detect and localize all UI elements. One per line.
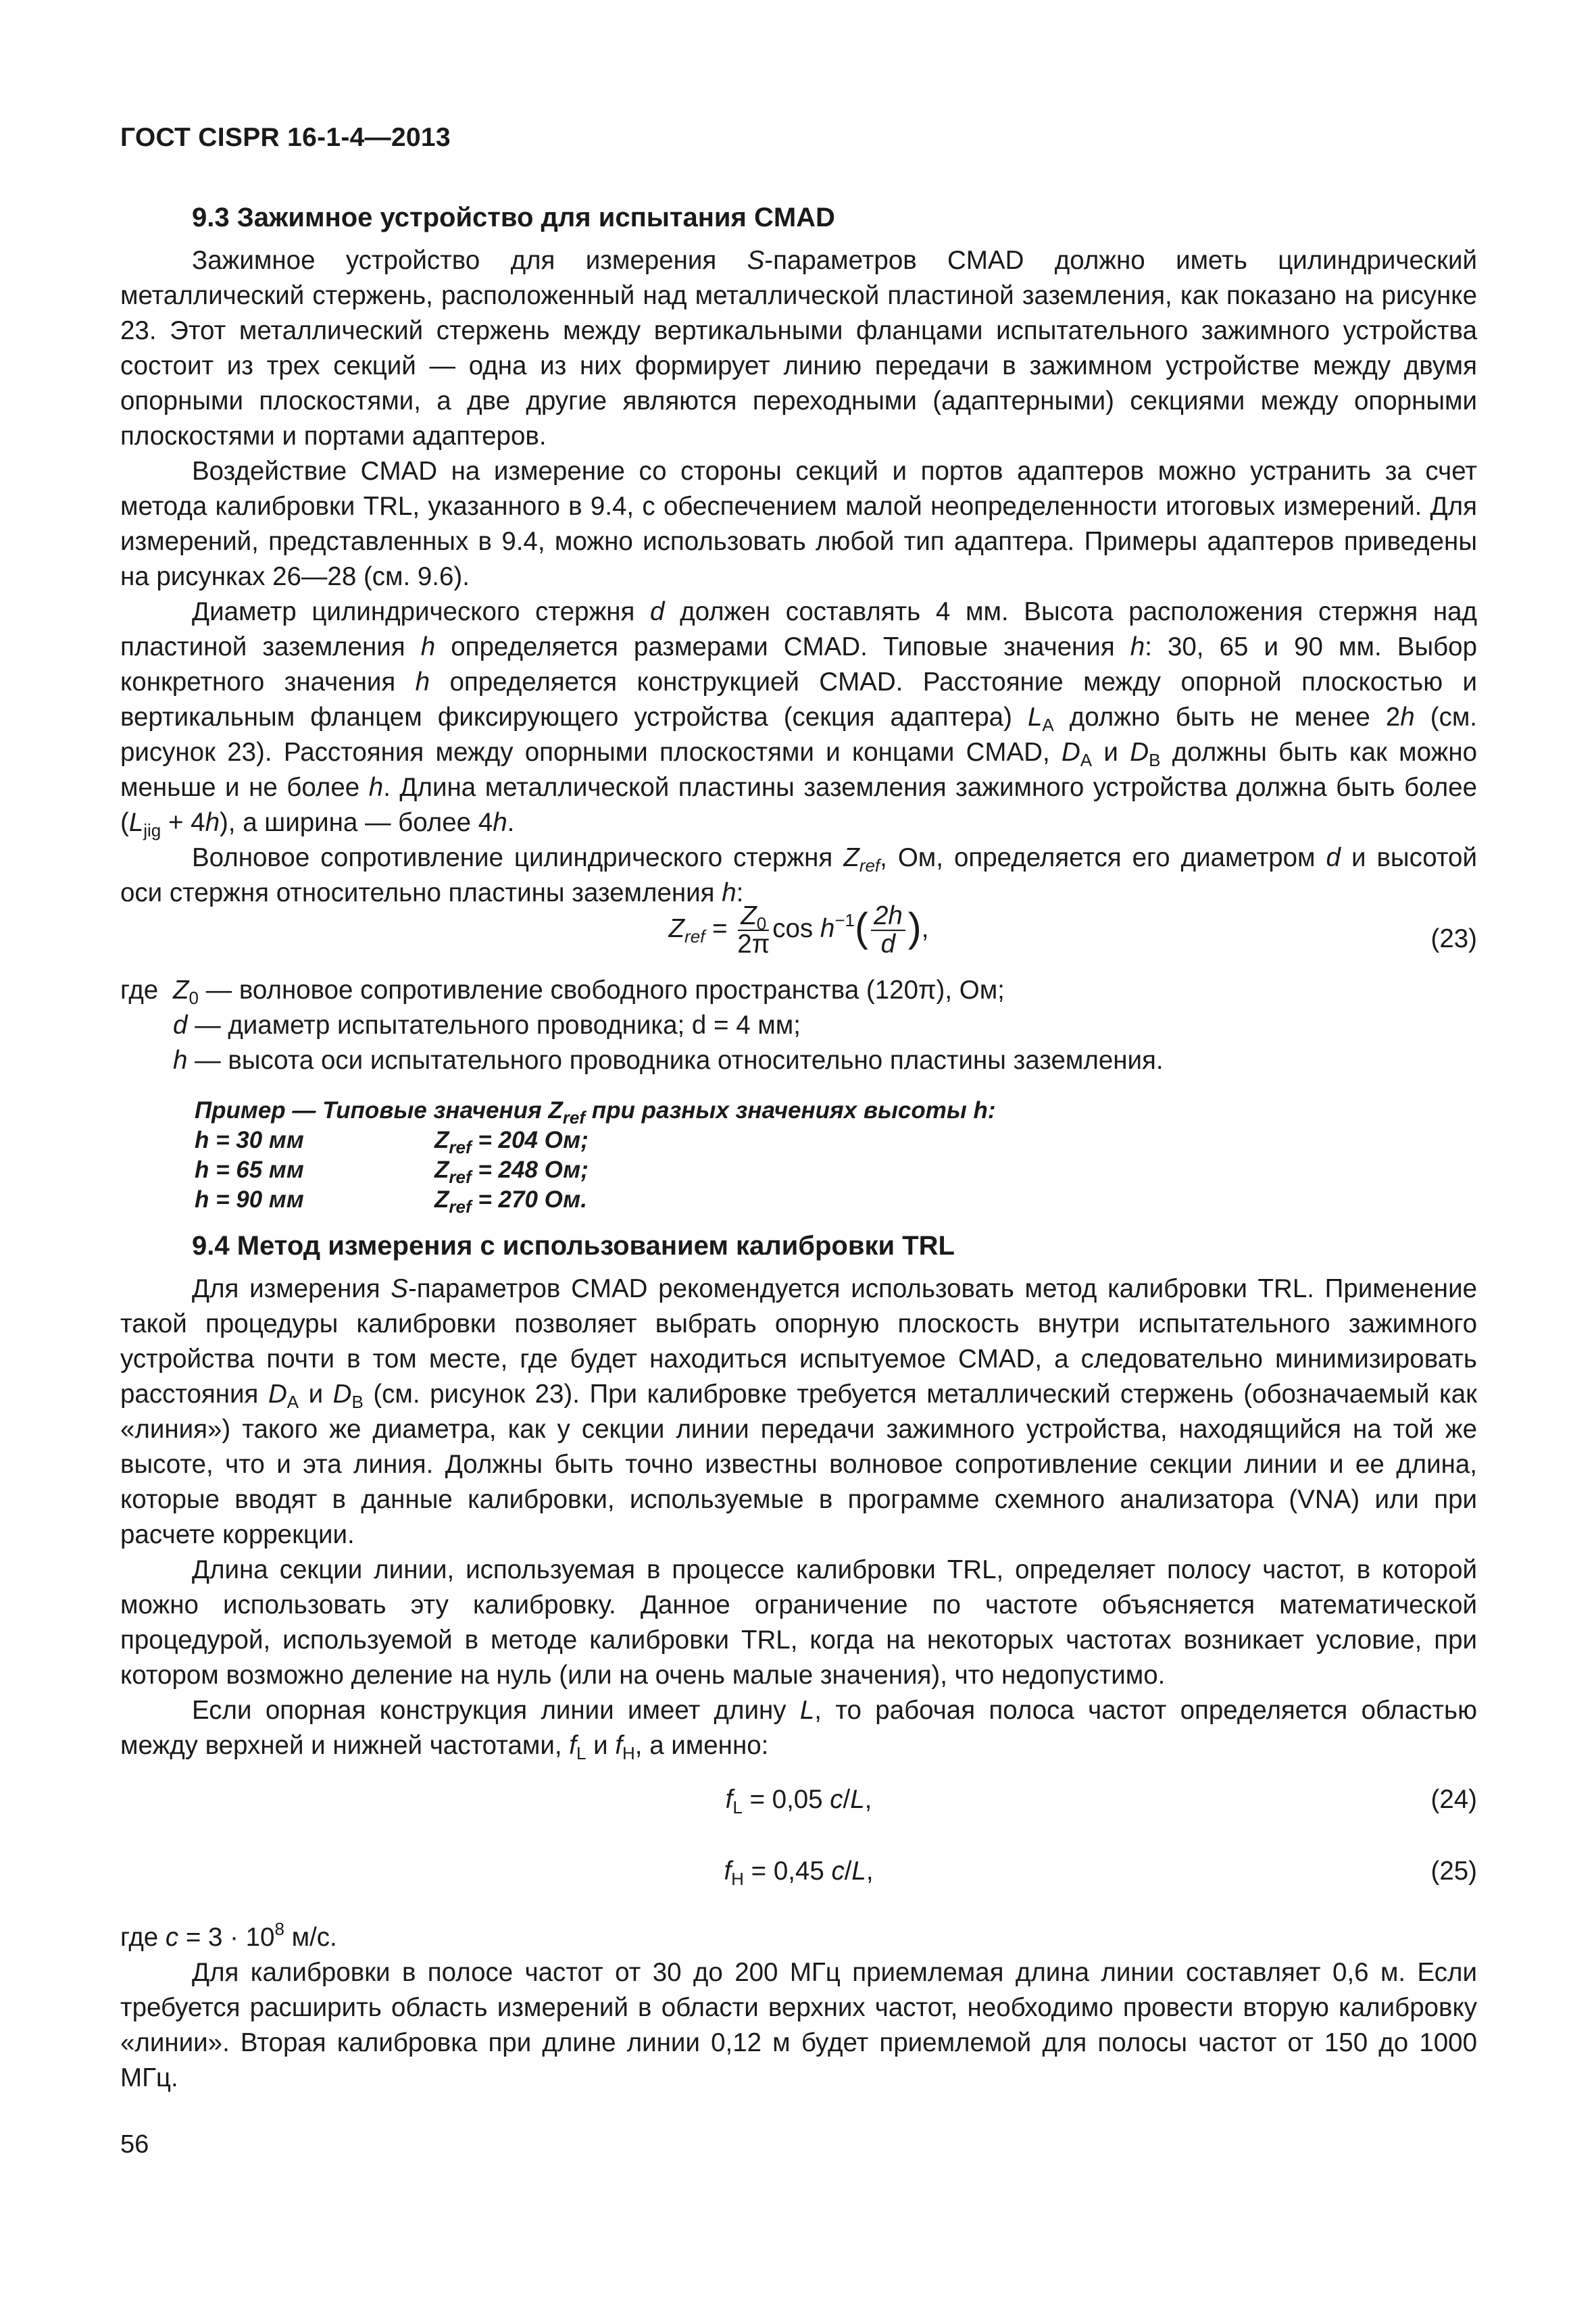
paragraph-calibration-band: Для калибровки в полосе частот от 30 до 200 МГц приемлемая длина линии составляет 0,6 м. Если требуется расширить область измерений в области верхних частот, необходимо провести вторую калибровку «линии». Вторая калибровка при длине линии 0,12 м будет приемлемой для полосы частот от 150 до 1000 МГц. — [120, 1958, 1477, 2092]
formula-24: $f_L = 0,05$ c/L, (24) — [120, 1782, 1477, 1823]
fraction-2h-d: $\frac{2h}{d}$ — [871, 903, 905, 958]
definition-c: где $c = 3 \cdot 10^8$ м/с. — [120, 1919, 337, 1952]
definition-d: d — диаметр испытательного проводника; d = 4 мм; — [173, 1011, 801, 1040]
example-row: h = 30 мм $Z_{ref} = 204$ Ом; — [195, 1127, 589, 1157]
paragraph-frequency-band: Если опорная конструкция линии имеет длину L, то рабочая полоса частот определяется областью между верхней и нижней частотами, $f_L$ и $f_H$, а именно: — [120, 1696, 1477, 1763]
equation-number-25: (25) — [1430, 1857, 1477, 1886]
example-typical-values — [195, 1096, 1478, 1215]
definition-z0: где $Z_0$ — волновое сопротивление свободного пространства (120π), Ом; — [120, 976, 1005, 1008]
example-row: h = 65 мм $Z_{ref} = 248$ Ом; — [195, 1157, 589, 1187]
formula-25: $f_H = 0,45$ c/L, (25) — [120, 1854, 1477, 1894]
section-9-4-body — [120, 1272, 1477, 1763]
section-heading-9-4: 9.4 Метод измерения с использованием калибровки TRL — [192, 1231, 955, 1261]
formula-23: $Z_{ref}$ = $\frac{Z_0}{2\pi}$ $\cos h^{-1}$( $\frac{2h}{d}$ ), (23) — [668, 901, 1477, 959]
example-row: h = 90 мм $Z_{ref} = 270$ Ом. — [195, 1186, 587, 1217]
paragraph-clamp-description: Зажимное устройство для измерения S-параметров CMAD должно иметь цилиндрический металлический стержень, расположенный над металлической пластиной заземления, как показано на рисунке 23. Этот металлический стержень между вертикальными фланцами испытательного зажимного устройства состоит из трех секций — одна из них формирует линию передачи в зажимном устройстве между двумя опорными плоскостями, а две другие являются переходными (адаптерными) секциями между опорными плоскостями и портами адаптеров. — [120, 246, 1477, 451]
document-code-header: ГОСТ CISPR 16-1-4—2013 — [120, 123, 451, 152]
paragraph-cmad-influence: Воздействие CMAD на измерение со стороны секций и портов адаптеров можно устранить за счет метода калибровки TRL, указанного в 9.4, с обеспечением малой неопределенности итоговых измерений. Для измерений, представленных в 9.4, можно использовать любой тип адаптера. Примеры адаптеров приведены на рисунках 26—28 (см. 9.6). — [120, 457, 1477, 591]
paragraph-line-length: Длина секции линии, используемая в процессе калибровки TRL, определяет полосу частот, в которой можно использовать эту калибровку. Данное ограничение по частоте объясняется математической процедурой, используемой в методе калибровки TRL, когда на некоторых частотах возникает условие, при котором возможно деление на нуль (или на очень малые значения), что недопустимо. — [120, 1555, 1477, 1690]
definition-h: h — высота оси испытательного проводника относительно пластины заземления. — [173, 1046, 1164, 1075]
paragraph-trl-method: Для измерения S-параметров CMAD рекомендуется использовать метод калибровки TRL. Применение такой процедуры калибровки позволяет выбрать опорную плоскость внутри испытательного зажимного устройства почти в том месте, где будет находиться испытуемое CMAD, а следовательно минимизировать расстояния $D_A$ и $D_B$ (см. рисунок 23). При калибровке требуется металлический стержень (обозначаемый как «линия») такого же диаметра, как у секции линии передачи зажимного устройства, находящийся на той же высоте, что и эта линия. Должны быть точно известны волновое сопротивление секции линии и ее длина, которые вводят в данные калибровки, используемые в программе схемного анализатора (VNA) или при расчете коррекции. — [120, 1274, 1477, 1549]
example-title: Пример — Типовые значения $Z_{ref}$ при разных значениях высоты h: — [195, 1097, 996, 1128]
equation-number-24: (24) — [1430, 1785, 1477, 1814]
equation-number-23: (23) — [1430, 924, 1477, 953]
section-9-3-body — [120, 243, 1477, 911]
paragraph-wave-impedance: Волновое сопротивление цилиндрического стержня $Z_{ref}$, Ом, определяется его диаметром d и высотой оси стержня относительно пластины заземления h: — [120, 843, 1477, 907]
section-9-4-tail — [120, 1920, 1477, 2096]
fraction-z0-2pi: $\frac{Z_0}{2\pi}$ — [737, 901, 770, 959]
where-definitions — [120, 973, 1477, 1078]
section-heading-9-3: 9.3 Зажимное устройство для испытания CMAD — [192, 203, 835, 232]
paragraph-rod-dimensions: Диаметр цилиндрического стержня d должен составлять 4 мм. Высота расположения стержня над пластиной заземления h определяется размерами CMAD. Типовые значения h: 30, 65 и 90 мм. Выбор конкретного значения h определяется конструкцией CMAD. Расстояние между опорной плоскостью и вертикальным фланцем фиксирующего устройства (секция адаптера) $L_A$ должно быть не менее 2h (см. рисунок 23). Расстояния между опорными плоскостями и концами CMAD, $D_A$ и $D_B$ должны быть как можно меньше и не более h. Длина металлической пластины заземления зажимного устройства должна быть более $(L_{jig} + 4h)$, а ширина — более 4h. — [120, 597, 1478, 840]
page-number: 56 — [120, 2130, 149, 2159]
